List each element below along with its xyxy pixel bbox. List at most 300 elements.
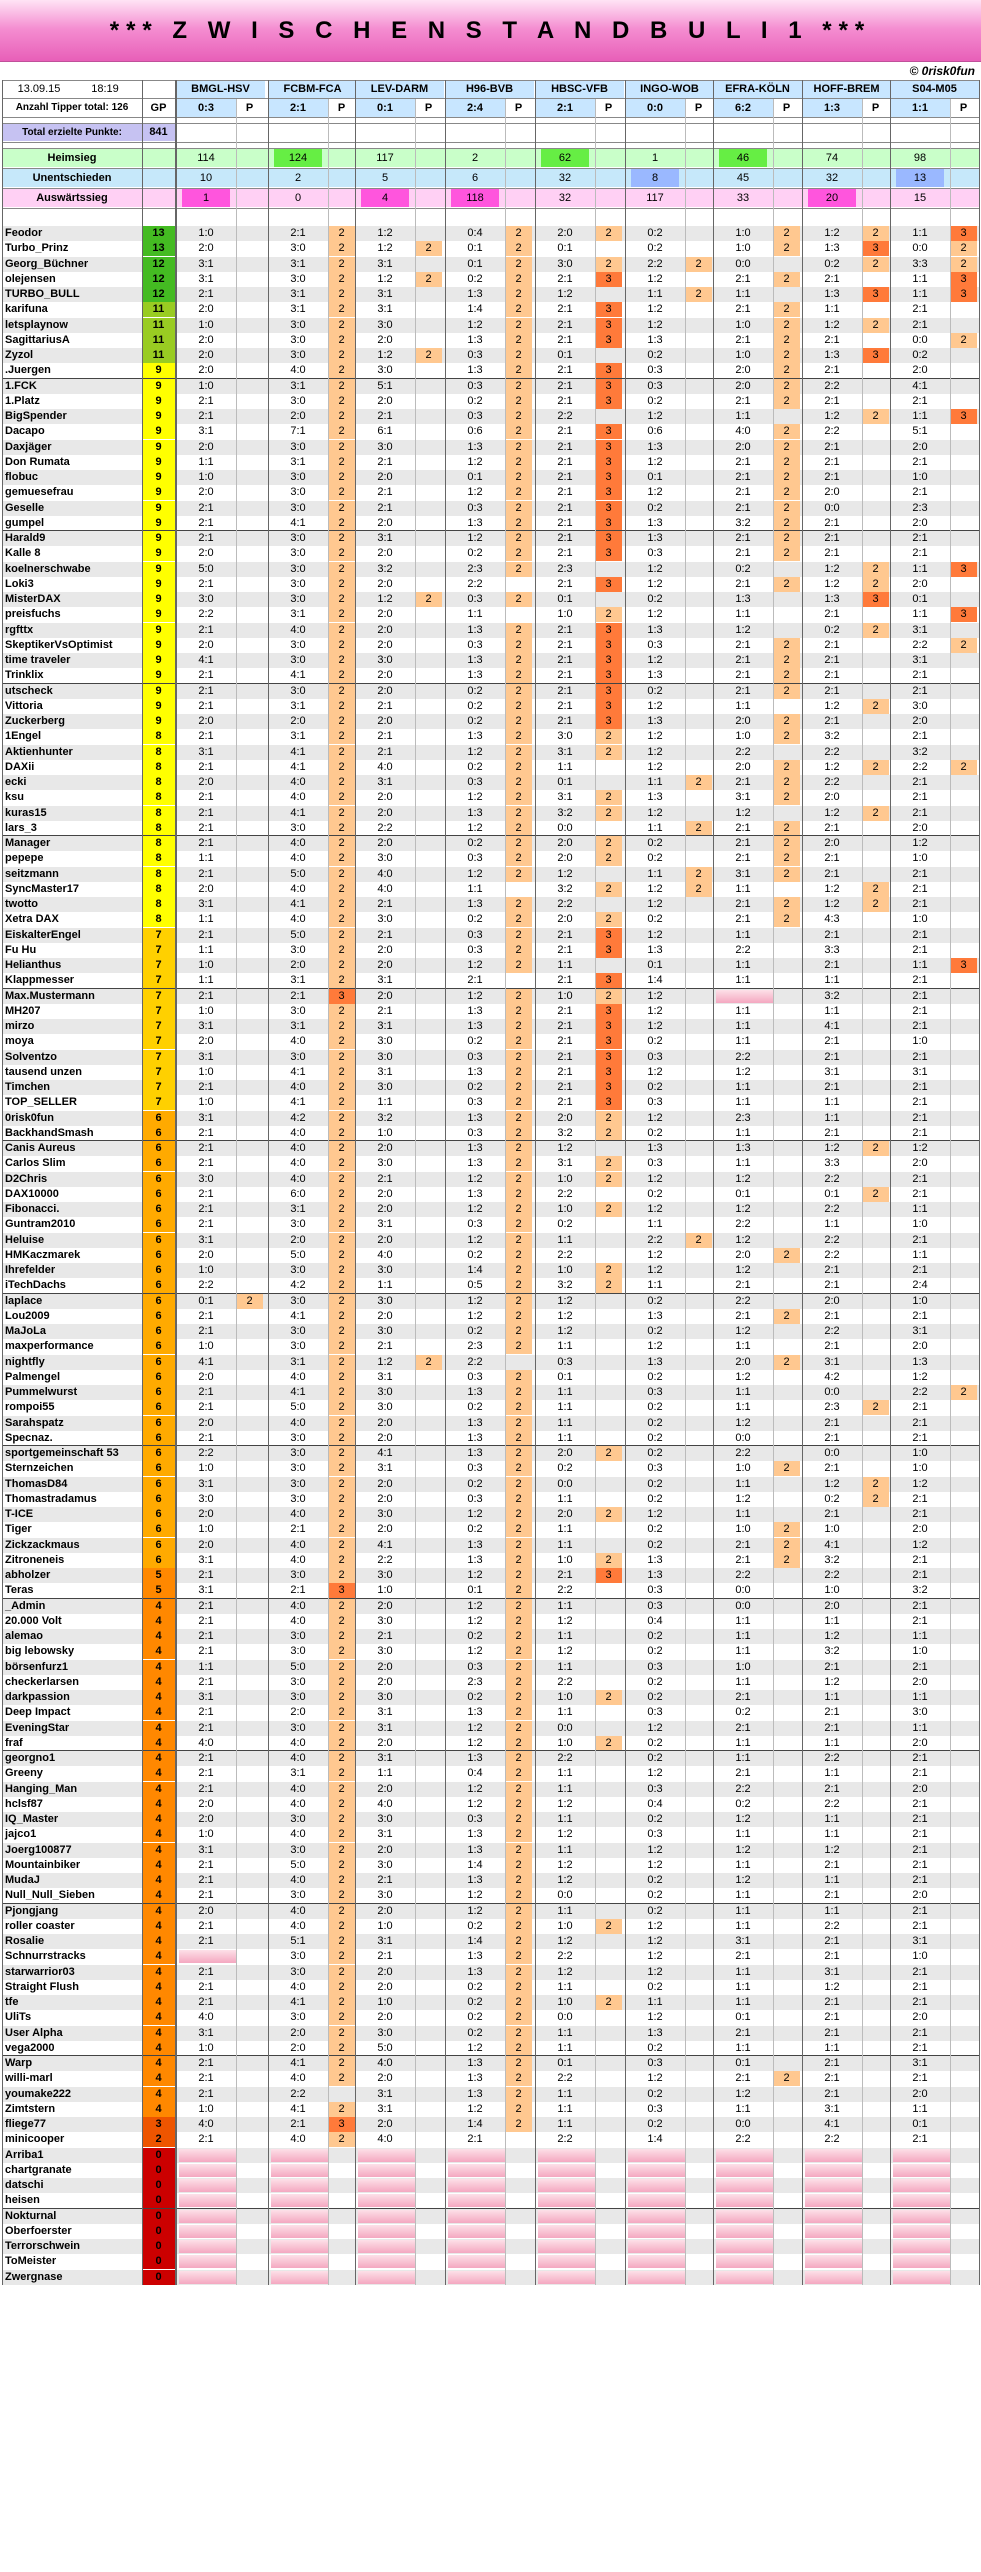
tip-cell: 1:2: [824, 898, 840, 910]
points-cell: [236, 1431, 263, 1446]
player-gp: 8: [142, 775, 175, 790]
tip-cell: 2:2: [824, 1173, 840, 1185]
points-cell: [415, 821, 442, 836]
points-cell: [950, 1782, 977, 1797]
points-cell: [950, 1263, 977, 1278]
points-cell: [950, 2193, 977, 2208]
tip-cell: 0:2: [647, 1188, 663, 1200]
points-cell: [862, 1736, 889, 1751]
points-cell: [415, 257, 442, 272]
player-name: IQ_Master: [5, 1813, 59, 1825]
player-gp: 6: [142, 1477, 175, 1492]
points-cell: [950, 1538, 977, 1553]
header-divider: [2, 188, 979, 189]
tip-cell: 1:3: [647, 441, 663, 453]
points-cell: [773, 1995, 800, 2010]
tip-cell: 1:2: [735, 1203, 751, 1215]
points-cell: 2: [328, 516, 355, 531]
tip-cell: 2:0: [912, 1737, 928, 1749]
points-cell: [415, 1385, 442, 1400]
points-cell: [415, 1873, 442, 1888]
points-cell: [950, 684, 977, 699]
points-cell: [415, 851, 442, 866]
tip-cell: 2:0: [912, 1783, 928, 1795]
points-cell: [950, 1873, 977, 1888]
points-cell: [685, 302, 712, 317]
tip-cell: 2:1: [557, 364, 573, 376]
tip-cell: 2:1: [557, 334, 573, 346]
points-cell: [595, 1965, 622, 1980]
points-cell: [685, 1934, 712, 1949]
player-name: Teras: [5, 1584, 34, 1596]
tip-cell: 2:0: [198, 1371, 214, 1383]
points-cell: [950, 363, 977, 378]
tip-cell: 2:1: [198, 2072, 214, 2084]
tip-cell: 3:0: [290, 1569, 306, 1581]
points-cell: [950, 1294, 977, 1309]
player-name: Fibonacci.: [5, 1203, 60, 1215]
points-cell: [236, 821, 263, 836]
tip-cell: 2:1: [735, 456, 751, 468]
points-cell: [862, 531, 889, 546]
tip-cell: 0:2: [467, 761, 483, 773]
points-cell: 2: [773, 272, 800, 287]
tip-cell: 0:2: [467, 395, 483, 407]
tip-cell: 2:1: [198, 1218, 214, 1230]
tip-cell: 1:1: [735, 1752, 751, 1764]
points-cell: [862, 2209, 889, 2224]
tip-cell: 3:1: [290, 258, 306, 270]
points-cell: [415, 379, 442, 394]
points-cell: 2: [505, 1736, 532, 1751]
player-gp: 12: [142, 287, 175, 302]
points-cell: [505, 2163, 532, 2178]
points-cell: [862, 440, 889, 455]
points-cell: [685, 1416, 712, 1431]
points-cell: [595, 1187, 622, 1202]
points-cell: [773, 1690, 800, 1705]
points-cell: [862, 1263, 889, 1278]
tip-cell: 2:1: [824, 2027, 840, 2039]
points-cell: [236, 272, 263, 287]
tip-cell: 2:1: [198, 1645, 214, 1657]
points-cell: 2: [328, 1111, 355, 1126]
tip-cell: 3:0: [377, 1081, 393, 1093]
tip-cell: 2:1: [557, 1051, 573, 1063]
player-name: Max.Mustermann: [5, 990, 95, 1002]
points-cell: [505, 2239, 532, 2254]
tip-cell: 2:1: [735, 1279, 751, 1291]
tip-cell: 2:1: [735, 639, 751, 651]
points-cell: [862, 1568, 889, 1583]
points-cell: [685, 668, 712, 683]
tip-cell: 1:1: [557, 1813, 573, 1825]
player-gp: 4: [142, 1660, 175, 1675]
points-cell: [950, 2270, 977, 2285]
player-name: Georg_Büchner: [5, 258, 89, 270]
tip-cell: 1:1: [824, 974, 840, 986]
points-cell: 2: [328, 1080, 355, 1095]
points-cell: 2: [505, 2117, 532, 2132]
points-cell: [236, 1339, 263, 1354]
tip-cell: 1:2: [647, 456, 663, 468]
points-cell: [685, 1751, 712, 1766]
points-cell: 2: [773, 897, 800, 912]
player-gp: 4: [142, 1690, 175, 1705]
points-cell: [950, 1065, 977, 1080]
points-cell: 2: [505, 1812, 532, 1827]
points-cell: [236, 2178, 263, 2193]
player-name: Zuckerberg: [5, 715, 65, 727]
points-cell: [236, 1766, 263, 1781]
points-cell: 2: [773, 1309, 800, 1324]
column-divider: [979, 80, 980, 2285]
points-cell: 2: [862, 760, 889, 775]
group-divider: [2, 2208, 979, 2209]
points-cell: 2: [505, 1888, 532, 1903]
points-cell: [236, 897, 263, 912]
tip-cell: 1:0: [912, 913, 928, 925]
tip-cell: 3:1: [290, 288, 306, 300]
tip-cell: 5:1: [290, 1935, 306, 1947]
points-cell: 2: [505, 470, 532, 485]
points-header-8: P: [950, 99, 977, 117]
tip-cell: 1:1: [647, 288, 663, 300]
points-cell: [685, 1019, 712, 1034]
tip-cell: 1:3: [467, 1874, 483, 1886]
tip-cell: 1:1: [735, 1828, 751, 1840]
points-cell: 2: [328, 1370, 355, 1385]
points-cell: 2: [328, 1492, 355, 1507]
tip-cell: 0:0: [557, 2011, 573, 2023]
player-gp: 7: [142, 1065, 175, 1080]
points-cell: [950, 1980, 977, 1995]
tip-cell: 2:1: [198, 624, 214, 636]
points-cell: [950, 1019, 977, 1034]
tip-cell: 2:1: [290, 1523, 306, 1535]
player-gp: 7: [142, 973, 175, 988]
player-gp: 6: [142, 1522, 175, 1537]
match-6-away-count: 33: [736, 192, 750, 204]
tip-cell: [268, 2148, 328, 2163]
points-cell: [236, 1172, 263, 1187]
tip-cell: 2:3: [824, 1401, 840, 1413]
points-cell: 2: [773, 333, 800, 348]
tip-cell: 3:0: [290, 1432, 306, 1444]
tip-cell: 1:0: [198, 959, 214, 971]
tip-cell: 3:0: [377, 1035, 393, 1047]
auswaertssieg-row-label: Auswärtssieg: [36, 192, 108, 204]
tip-cell: [713, 989, 773, 1004]
tip-cell: 1:1: [735, 959, 751, 971]
tip-cell: 1:2: [557, 1859, 573, 1871]
points-header-4: P: [595, 99, 622, 117]
group-divider: [2, 1445, 979, 1446]
points-cell: 2: [862, 226, 889, 241]
points-cell: [862, 790, 889, 805]
points-cell: [685, 1446, 712, 1461]
tip-cell: 2:1: [557, 471, 573, 483]
points-cell: [685, 1080, 712, 1095]
points-cell: [685, 1843, 712, 1858]
player-gp: 6: [142, 1416, 175, 1431]
tip-cell: 0:3: [647, 1661, 663, 1673]
points-cell: [773, 1324, 800, 1339]
tip-cell: 1:1: [735, 1676, 751, 1688]
points-cell: [950, 1446, 977, 1461]
points-cell: [595, 2132, 622, 2147]
points-cell: [950, 653, 977, 668]
tip-cell: 1:2: [557, 1645, 573, 1657]
player-gp: 4: [142, 1721, 175, 1736]
tip-cell: 1:2: [557, 1935, 573, 1947]
tip-cell: 1:1: [735, 1340, 751, 1352]
tip-cell: 2:1: [824, 715, 840, 727]
points-cell: [950, 2148, 977, 2163]
tip-cell: 1:1: [824, 1691, 840, 1703]
tip-cell: [890, 2270, 950, 2285]
tip-cell: 4:0: [290, 1173, 306, 1185]
tip-cell: 3:0: [290, 944, 306, 956]
points-cell: [236, 745, 263, 760]
tip-cell: 1:1: [557, 2042, 573, 2054]
points-cell: 2: [595, 989, 622, 1004]
tip-cell: 2:1: [557, 486, 573, 498]
points-cell: [595, 1644, 622, 1659]
column-divider: [713, 80, 714, 2285]
points-cell: 2: [328, 1324, 355, 1339]
points-cell: [595, 2270, 622, 2285]
tip-cell: 2:0: [290, 2042, 306, 2054]
points-cell: [950, 745, 977, 760]
points-cell: 2: [773, 836, 800, 851]
tip-cell: 1:0: [557, 990, 573, 1002]
points-cell: [685, 1141, 712, 1156]
header-divider: [2, 98, 979, 99]
player-name: gumpel: [5, 517, 45, 529]
tip-cell: 3:1: [824, 1356, 840, 1368]
tip-cell: 3:2: [824, 1554, 840, 1566]
points-cell: [685, 546, 712, 561]
points-cell: 2: [415, 272, 442, 287]
player-name: Oberfoerster: [5, 2225, 72, 2237]
tip-cell: 1:1: [735, 288, 751, 300]
points-cell: 2: [862, 409, 889, 424]
tip-cell: 3:2: [824, 990, 840, 1002]
player-name: Trinklix: [5, 669, 44, 681]
points-cell: 2: [595, 1553, 622, 1568]
points-cell: [595, 2209, 622, 2224]
points-cell: [415, 455, 442, 470]
tip-cell: 3:1: [377, 532, 393, 544]
tip-cell: 1:2: [557, 1966, 573, 1978]
tip-cell: 2:1: [824, 1935, 840, 1947]
points-cell: [236, 2087, 263, 2102]
tip-cell: 0:3: [647, 1706, 663, 1718]
points-cell: [773, 1797, 800, 1812]
tip-cell: 0:4: [467, 227, 483, 239]
tip-cell: 2:1: [735, 395, 751, 407]
points-cell: [773, 1949, 800, 1964]
points-cell: [328, 2239, 355, 2254]
player-name: Terrorschwein: [5, 2240, 80, 2252]
points-cell: [236, 1370, 263, 1385]
points-cell: [950, 1522, 977, 1537]
points-cell: 3: [950, 226, 977, 241]
player-name: willi-marl: [5, 2072, 53, 2084]
points-cell: [862, 2193, 889, 2208]
tip-cell: 1:1: [912, 1249, 928, 1261]
tip-cell: 2:2: [735, 1569, 751, 1581]
tip-cell: 2:1: [824, 1950, 840, 1962]
tip-cell: 2:1: [198, 791, 214, 803]
tip-cell: 0:2: [647, 227, 663, 239]
points-cell: 2: [862, 1187, 889, 1202]
points-cell: [236, 638, 263, 653]
points-cell: 2: [505, 806, 532, 821]
tip-cell: [802, 2178, 862, 2193]
points-cell: [862, 1034, 889, 1049]
points-cell: 2: [328, 1568, 355, 1583]
points-cell: [328, 2087, 355, 2102]
points-cell: [415, 2224, 442, 2239]
tip-cell: 1:4: [467, 303, 483, 315]
points-cell: [862, 912, 889, 927]
points-cell: 3: [950, 958, 977, 973]
tip-cell: 1:0: [735, 227, 751, 239]
tip-cell: 0:2: [647, 1493, 663, 1505]
points-cell: [236, 1095, 263, 1110]
tip-cell: 1:0: [557, 1554, 573, 1566]
points-cell: [950, 1675, 977, 1690]
tip-cell: 1:1: [912, 410, 928, 422]
points-cell: 2: [505, 897, 532, 912]
tip-cell: 1:2: [735, 1371, 751, 1383]
points-cell: [950, 1721, 977, 1736]
tip-cell: 1:0: [912, 1218, 928, 1230]
tip-cell: 0:2: [647, 1630, 663, 1642]
points-cell: 2: [505, 714, 532, 729]
gp-header: GP: [150, 102, 167, 114]
points-cell: [236, 882, 263, 897]
points-cell: [505, 2270, 532, 2285]
points-cell: [415, 2239, 442, 2254]
points-cell: 3: [950, 562, 977, 577]
player-name: MH207: [5, 1005, 41, 1017]
tip-cell: 1:1: [557, 1844, 573, 1856]
points-cell: [236, 592, 263, 607]
tip-cell: 2:1: [557, 1035, 573, 1047]
points-cell: [950, 1797, 977, 1812]
tip-cell: 1:1: [912, 1203, 928, 1215]
points-cell: [415, 2270, 442, 2285]
match-code-4: HBSC-VFB: [535, 80, 624, 98]
points-cell: 2: [505, 1095, 532, 1110]
points-cell: [685, 272, 712, 287]
tip-cell: 0:2: [647, 1478, 663, 1490]
points-cell: [415, 501, 442, 516]
tip-cell: 1:4: [467, 1859, 483, 1871]
tip-cell: [445, 2178, 505, 2193]
tip-cell: 1:0: [198, 380, 214, 392]
title-banner: [0, 0, 981, 62]
tip-cell: 3:1: [377, 974, 393, 986]
points-cell: 2: [773, 1355, 800, 1370]
player-gp: 4: [142, 1827, 175, 1842]
tip-cell: 1:1: [735, 608, 751, 620]
points-cell: 2: [328, 1294, 355, 1309]
tip-cell: 3:0: [377, 1508, 393, 1520]
tip-cell: 2:1: [912, 1051, 928, 1063]
player-name: BigSpender: [5, 410, 67, 422]
points-cell: [685, 1995, 712, 2010]
points-cell: 3: [862, 241, 889, 256]
player-gp: 8: [142, 897, 175, 912]
points-cell: [595, 1888, 622, 1903]
tip-cell: 0:3: [467, 929, 483, 941]
tip-cell: 1:3: [647, 715, 663, 727]
points-cell: [415, 1461, 442, 1476]
points-cell: [773, 1050, 800, 1065]
player-name: Zyzol: [5, 349, 34, 361]
tip-cell: 3:1: [198, 1844, 214, 1856]
player-name: mirzo: [5, 1020, 35, 1032]
points-cell: [415, 1080, 442, 1095]
points-cell: [415, 684, 442, 699]
player-name: rgfttx: [5, 624, 34, 636]
tip-cell: 0:2: [647, 852, 663, 864]
points-cell: [236, 1644, 263, 1659]
points-cell: [685, 592, 712, 607]
player-gp: 4: [142, 1644, 175, 1659]
tip-cell: 1:3: [647, 1142, 663, 1154]
tip-cell: 3:1: [912, 2057, 928, 2069]
tip-cell: 1:1: [735, 1859, 751, 1871]
tip-cell: 1:3: [467, 730, 483, 742]
points-cell: [950, 729, 977, 744]
tip-cell: 2:1: [912, 2042, 928, 2054]
tip-cell: 1:2: [912, 1478, 928, 1490]
points-cell: [950, 1965, 977, 1980]
tip-cell: 1:1: [735, 1981, 751, 1993]
tip-cell: 2:1: [912, 303, 928, 315]
points-cell: 2: [505, 912, 532, 927]
player-name: Vittoria: [5, 700, 43, 712]
tip-cell: 4:0: [290, 1081, 306, 1093]
points-cell: [950, 912, 977, 927]
tip-cell: 1:0: [198, 1828, 214, 1840]
tip-cell: 2:0: [198, 1508, 214, 1520]
player-gp: 6: [142, 1507, 175, 1522]
tip-cell: 2:1: [557, 639, 573, 651]
points-cell: [773, 1446, 800, 1461]
tip-cell: 3:0: [377, 1264, 393, 1276]
tip-cell: [176, 2239, 236, 2254]
tip-cell: 1:2: [467, 1722, 483, 1734]
tip-cell: 1:3: [467, 1142, 483, 1154]
tip-cell: 1:2: [824, 807, 840, 819]
points-cell: [685, 1111, 712, 1126]
points-cell: [685, 653, 712, 668]
tip-cell: 2:1: [198, 1600, 214, 1612]
player-name: MudaJ: [5, 1874, 40, 1886]
points-cell: 2: [950, 760, 977, 775]
points-cell: [236, 943, 263, 958]
points-cell: [236, 2056, 263, 2071]
tip-cell: 4:0: [377, 1798, 393, 1810]
points-cell: 2: [328, 623, 355, 638]
player-gp: 6: [142, 1538, 175, 1553]
